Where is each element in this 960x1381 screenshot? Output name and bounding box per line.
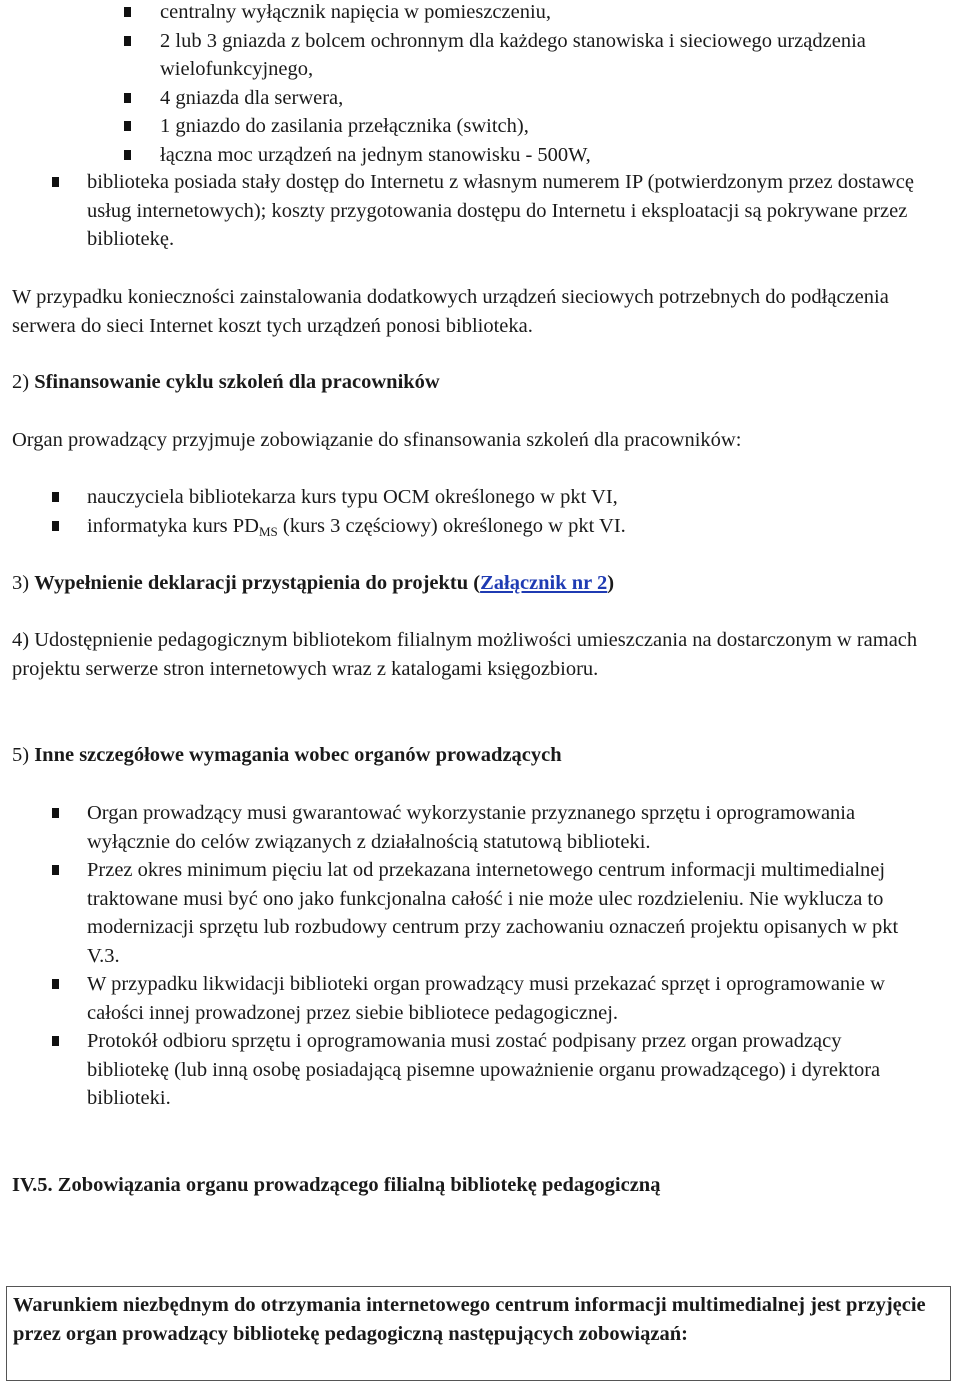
list-item: 1 gniazdo do zasilania przełącznika (switch), bbox=[12, 112, 942, 141]
bullet-icon bbox=[124, 36, 131, 46]
section-2-intro: Organ prowadzący przyjmuje zobowiązanie do sfinansowania szkoleń dla pracowników: bbox=[12, 429, 742, 451]
list-item: 4 gniazda dla serwera, bbox=[12, 84, 942, 113]
list-item: Przez okres minimum pięciu lat od przekazana internetowego centrum informacji multimedialnej traktowane musi być ono jako funkcjonalna całość i nie może ulec rozdzieleniu. Nie wyklucza to modernizacji sprzętu lub rozbudowy centrum przy zachowaniu oznaczeń projektu opisanych w pkt V.3. bbox=[12, 856, 942, 970]
section-3-heading: 3) Wypełnienie deklaracji przystąpienia do projektu (Załącznik nr 2) bbox=[12, 572, 615, 594]
internet-access-list bbox=[12, 168, 942, 254]
section-iv5-heading: IV.5. Zobowiązania organu prowadzącego filialną bibliotekę pedagogiczną bbox=[12, 1174, 661, 1196]
list-item: Organ prowadzący musi gwarantować wykorzystanie przyznanego sprzętu i oprogramowania wyłącznie do celów związanych z działalnością statutową biblioteki. bbox=[12, 799, 942, 856]
list-item: biblioteka posiada stały dostęp do Internetu z własnym numerem IP (potwierdzonym przez dostawcę usług internetowych); koszty przygotowania dostępu do Internetu i eksploatacji są pokrywane przez bibliotekę. bbox=[12, 168, 942, 254]
requirements-list bbox=[12, 799, 942, 1113]
list-item: informatyka kurs $PD_{MS}$ (kurs 3 częściowy) określonego w pkt VI. bbox=[12, 512, 942, 541]
network-devices-paragraph: W przypadku konieczności zainstalowania dodatkowych urządzeń sieciowych potrzebnych do podłączenia serwera do sieci Internet koszt tych urządzeń ponosi biblioteka. bbox=[12, 286, 889, 337]
bullet-icon bbox=[52, 492, 59, 502]
bullet-icon bbox=[124, 121, 131, 131]
bullet-icon bbox=[52, 521, 59, 531]
list-item: łączna moc urządzeń na jednym stanowisku - 500W, bbox=[12, 141, 942, 170]
list-item: nauczyciela bibliotekarza kurs typu OCM określonego w pkt VI, bbox=[12, 483, 942, 512]
bullet-icon bbox=[52, 979, 59, 989]
power-requirements-list bbox=[12, 0, 942, 169]
section-2-heading: 2) Sfinansowanie cyklu szkoleń dla pracowników bbox=[12, 371, 440, 393]
list-item: W przypadku likwidacji biblioteki organ prowadzący musi przekazać sprzęt i oprogramowanie w całości innej prowadzonej przez siebie bibliotece pedagogicznej. bbox=[12, 970, 942, 1027]
conditions-box: Warunkiem niezbędnym do otrzymania internetowego centrum informacji multimedialnej jest przyjęcie przez organ prowadzący bibliotekę pedagogiczną następujących zobowiązań: bbox=[6, 1286, 951, 1381]
bullet-icon bbox=[124, 7, 131, 17]
section-5-heading: 5) Inne szczegółowe wymagania wobec organów prowadzących bbox=[12, 744, 562, 766]
list-item: centralny wyłącznik napięcia w pomieszczeniu, bbox=[12, 0, 942, 27]
section-4-paragraph: 4) Udostępnienie pedagogicznym bibliotekom filialnym możliwości umieszczania na dostarczonym w ramach projektu serwerze stron internetowych wraz z katalogami księgozbioru. bbox=[12, 629, 918, 680]
bullet-icon bbox=[124, 150, 131, 160]
list-item: Protokół odbioru sprzętu i oprogramowania musi zostać podpisany przez organ prowadzący bibliotekę (lub inną osobę posiadającą pisemne upoważnienie organu prowadzącego) i dyrektora biblioteki. bbox=[12, 1027, 942, 1113]
training-list bbox=[12, 483, 942, 540]
bullet-icon bbox=[52, 865, 59, 875]
bullet-icon bbox=[124, 93, 131, 103]
bullet-icon bbox=[52, 1036, 59, 1046]
bullet-icon bbox=[52, 177, 59, 187]
list-item: 2 lub 3 gniazda z bolcem ochronnym dla każdego stanowiska i sieciowego urządzenia wielofunkcyjnego, bbox=[12, 27, 942, 84]
bullet-icon bbox=[52, 808, 59, 818]
attachment-2-link[interactable]: Załącznik nr 2 bbox=[480, 572, 608, 594]
